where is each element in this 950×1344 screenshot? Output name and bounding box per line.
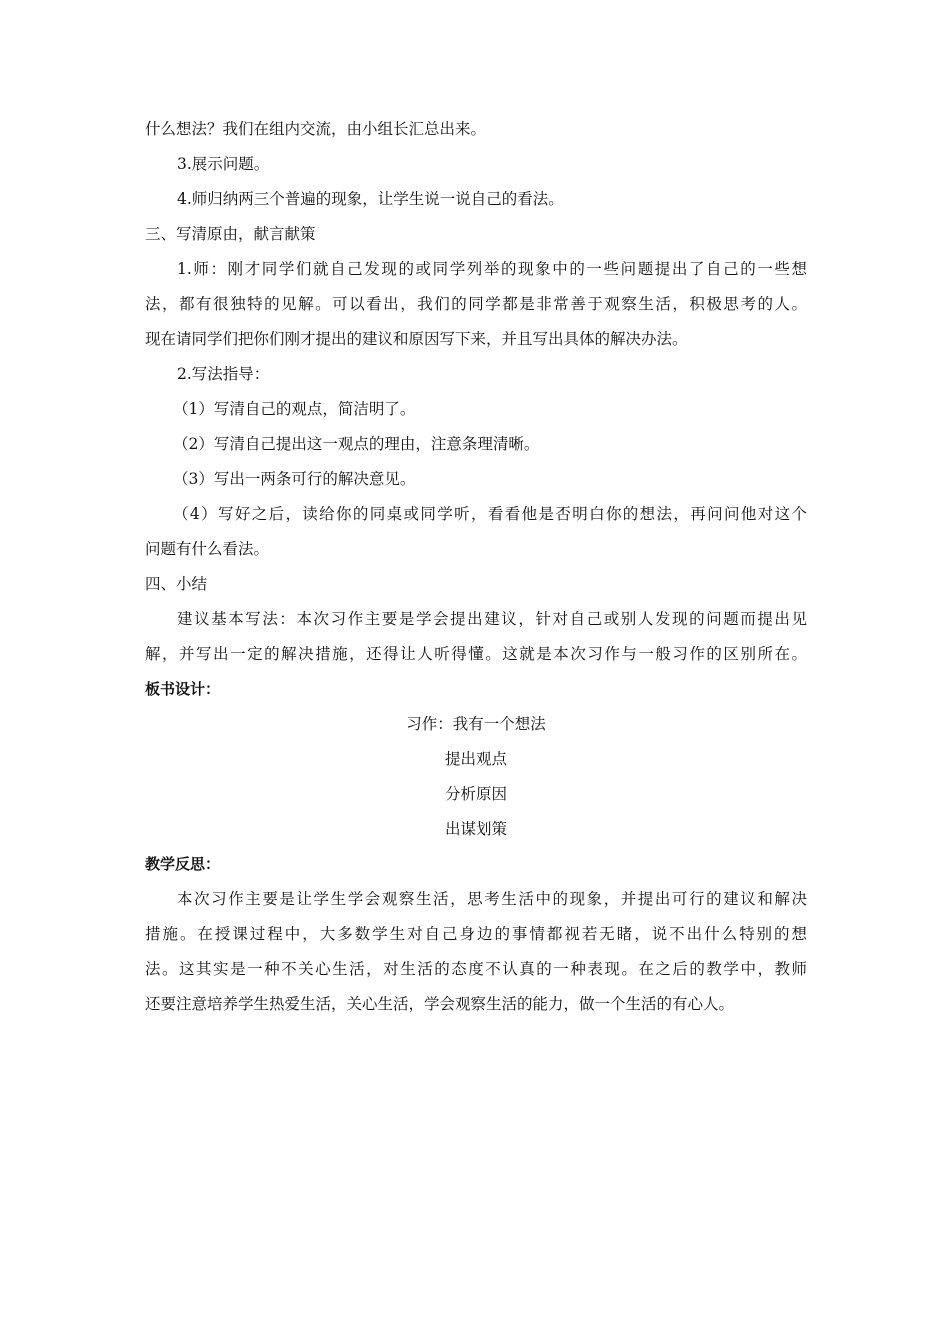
- guide-item-3: （3）写出一两条可行的解决意见。: [173, 470, 416, 488]
- guide-item-1: （1）写清自己的观点，简洁明了。: [173, 400, 416, 418]
- section-3-p1-line-1: 1.师：刚才同学们就自己发现的或同学列举的现象中的一些问题提出了自己的一些想: [177, 260, 807, 278]
- board-item-2: 分析原因: [444, 785, 507, 803]
- summary-line-2: 解，并写出一定的解决措施，还得让人听得懂。这就是本次习作与一般习作的区别所在。: [145, 645, 807, 663]
- guide-item-4-line-1: （4）写好之后，读给你的同桌或同学听，看看他是否明白你的想法，再问问他对这个: [173, 505, 807, 523]
- guide-item-2: （2）写清自己提出这一观点的理由，注意条理清晰。: [173, 435, 540, 453]
- board-item-1: 提出观点: [444, 750, 507, 768]
- reflection-line-1: 本次习作主要是让学生学会观察生活，思考生活中的现象，并提出可行的建议和解决: [177, 890, 807, 908]
- section-4-heading: 四、小结: [145, 575, 208, 593]
- reflection-label: 教学反思：: [145, 855, 221, 873]
- board-item-3: 出谋划策: [444, 820, 507, 838]
- step-3: 3.展示问题。: [177, 155, 270, 173]
- section-3-p1-line-2: 法，都有很独特的见解。可以看出，我们的同学都是非常善于观察生活，积极思考的人。: [145, 295, 807, 313]
- board-title: 习作：我有一个想法: [406, 715, 546, 733]
- summary-line-1: 建议基本写法：本次习作主要是学会提出建议，针对自己或别人发现的问题而提出见: [177, 610, 807, 628]
- intro-line: 什么想法？我们在组内交流，由小组长汇总出来。: [145, 120, 487, 138]
- document-page: [145, 112, 807, 1022]
- reflection-line-4: 还要注意培养学生热爱生活，关心生活，学会观察生活的能力，做一个生活的有心人。: [145, 995, 735, 1013]
- board-design-label: 板书设计：: [145, 680, 221, 698]
- step-4: 4.师归纳两三个普遍的现象，让学生说一说自己的看法。: [177, 190, 564, 208]
- reflection-line-2: 措施。在授课过程中，大多数学生对自己身边的事情都视若无睹，说不出什么特别的想: [145, 925, 807, 943]
- section-3-p2: 2.写法指导：: [177, 365, 270, 383]
- section-3-heading: 三、写清原由，献言献策: [145, 225, 316, 243]
- guide-item-4-line-2: 问题有什么看法。: [145, 540, 270, 558]
- section-3-p1-line-3: 现在请同学们把你们刚才提出的建议和原因写下来，并且写出具体的解决办法。: [145, 330, 688, 348]
- reflection-line-3: 法。这其实是一种不关心生活，对生活的态度不认真的一种表现。在之后的教学中，教师: [145, 960, 807, 978]
